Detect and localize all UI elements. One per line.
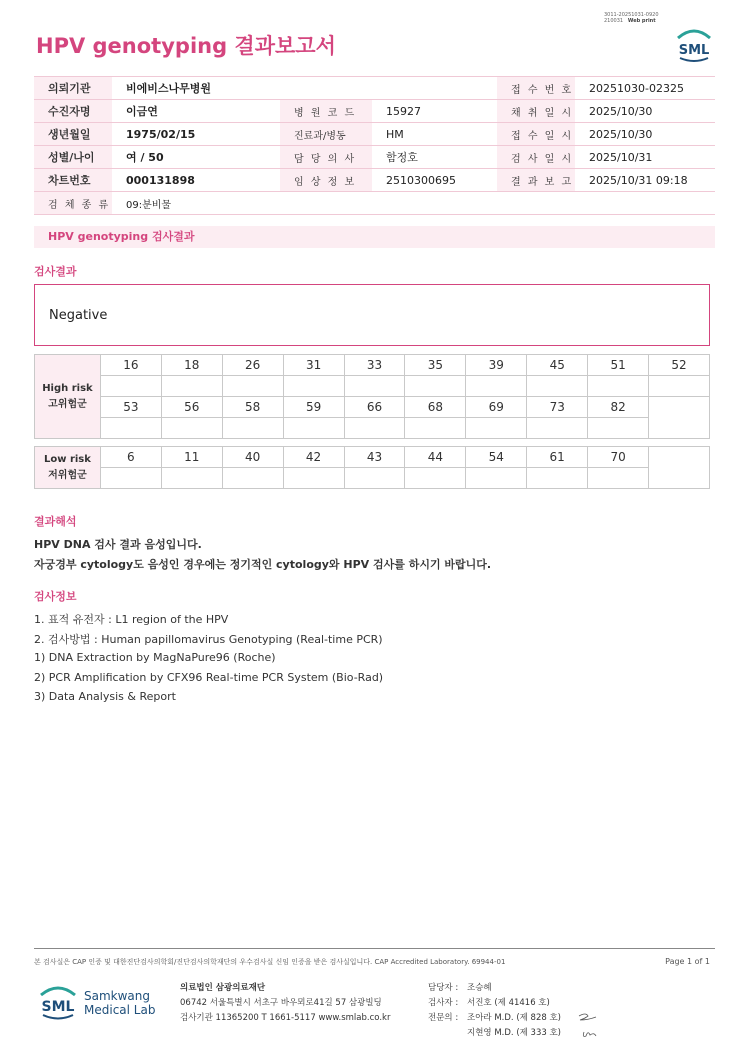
accreditation-note: 본 검사실은 CAP 인증 및 대한진단검사의학회/진단검사의학재단의 우수검사실 신임 인증을 받은 검사실입니다. CAP Accredited Laboratory. 69944-01: [34, 958, 506, 966]
test-info-line-2: 2. 검사방법 : Human papillomavirus Genotyping (Real-time PCR): [34, 633, 383, 646]
report-code-line2: 210031: [604, 18, 624, 24]
result-cell: [283, 376, 344, 397]
low-risk-label-ko: 저위험군: [48, 469, 87, 481]
test-info-section-label: 검사정보: [34, 590, 77, 603]
footer-divider: [34, 948, 715, 949]
staff-value: 서진호 (제 41416 호): [467, 998, 550, 1008]
genotype-cell: 45: [527, 355, 588, 376]
signature-icon: [576, 1010, 606, 1040]
genotype-cell: 54: [466, 447, 527, 468]
genotype-cell: 51: [588, 355, 649, 376]
genotype-cell: 11: [161, 447, 222, 468]
result-section-label: 검사결과: [34, 265, 77, 278]
low-risk-result-row1: [35, 468, 710, 489]
info-label: 임 상 정 보: [280, 169, 372, 192]
info-label: 담 당 의 사: [280, 146, 372, 169]
genotype-cell: 39: [466, 355, 527, 376]
info-label: 병 원 코 드: [280, 100, 372, 123]
low-risk-label: [35, 447, 101, 489]
result-cell: [466, 418, 527, 439]
genotype-cell: 66: [344, 397, 405, 418]
staff-label: 담당자 :: [428, 983, 459, 993]
high-risk-label-en: High risk: [42, 382, 93, 394]
result-cell: [100, 468, 161, 489]
page-title: HPV genotyping 결과보고서: [36, 34, 336, 58]
test-info-line-5: 3) Data Analysis & Report: [34, 690, 176, 703]
info-value: 2510300695: [372, 169, 497, 192]
high-risk-result-row2: [35, 418, 710, 439]
result-cell: [222, 468, 283, 489]
low-risk-label-en: Low risk: [43, 453, 91, 465]
staff-value: 조아라 M.D. (제 828 호): [467, 1013, 562, 1023]
org-address: 06742 서울특별시 서초구 바우뫼로41길 57 삼광빌딩: [180, 998, 382, 1008]
result-cell: [649, 376, 710, 397]
genotype-cell: 42: [283, 447, 344, 468]
info-value: 함정호: [372, 146, 497, 169]
info-value: 15927: [372, 100, 497, 123]
genotype-cell: 16: [100, 355, 161, 376]
web-print-label: Web print: [627, 18, 656, 24]
footer-logo-text: SML: [41, 999, 75, 1015]
info-row: [34, 77, 715, 100]
genotype-cell: 33: [344, 355, 405, 376]
genotype-cell: 44: [405, 447, 466, 468]
sml-logo-icon: [674, 26, 714, 64]
result-cell: [161, 376, 222, 397]
report-code: [604, 12, 659, 24]
result-cell: [588, 468, 649, 489]
genotype-cell: 26: [222, 355, 283, 376]
info-label: 차트번호: [34, 169, 112, 192]
genotype-cell: 58: [222, 397, 283, 418]
genotype-cell: 6: [100, 447, 161, 468]
result-value: Negative: [49, 308, 108, 323]
info-row: [34, 123, 715, 146]
high-risk-row2: [35, 397, 710, 418]
info-row: [34, 169, 715, 192]
info-value: 2025/10/31 09:18: [575, 169, 715, 192]
result-cell: [344, 376, 405, 397]
result-cell: [100, 418, 161, 439]
info-value: 000131898: [112, 169, 280, 192]
info-row: [34, 192, 715, 215]
brand-line-1: Samkwang: [84, 989, 150, 1003]
logo-text: SML: [678, 43, 710, 58]
result-cell: [405, 418, 466, 439]
interpretation-section-label: 결과해석: [34, 515, 77, 528]
result-cell: [527, 468, 588, 489]
result-cell: [283, 418, 344, 439]
result-cell: [344, 418, 405, 439]
result-cell: [466, 376, 527, 397]
sml-footer-logo-icon: [36, 982, 80, 1022]
interpretation-line-2: 자궁경부 cytology도 음성인 경우에는 정기적인 cytology와 HPV 검사를 하시기 바랍니다.: [34, 558, 492, 571]
genotype-cell: 18: [161, 355, 222, 376]
info-label: 성별/나이: [34, 146, 112, 169]
brand-line-2: Medical Lab: [84, 1003, 156, 1017]
interpretation-line-1: HPV DNA 검사 결과 음성입니다.: [34, 538, 202, 551]
info-label: 진료과/병동: [280, 123, 372, 146]
low-risk-table: [34, 446, 710, 489]
high-risk-label: [35, 355, 101, 439]
staff-value: 조승혜: [467, 983, 492, 993]
info-value: 09:분비물: [112, 192, 715, 215]
genotype-cell: 43: [344, 447, 405, 468]
page-number: Page 1 of 1: [665, 957, 710, 966]
genotype-cell: 69: [466, 397, 527, 418]
info-value: 1975/02/15: [112, 123, 280, 146]
genotype-cell: 59: [283, 397, 344, 418]
info-value: 2025/10/30: [575, 100, 715, 123]
section-band-title: HPV genotyping 검사결과: [34, 226, 715, 248]
info-value: 이금연: [112, 100, 280, 123]
info-label: 접 수 번 호: [497, 77, 575, 100]
result-cell: [222, 418, 283, 439]
info-label: 의뢰기관: [34, 77, 112, 100]
info-label: 수진자명: [34, 100, 112, 123]
result-cell: [222, 376, 283, 397]
info-label: 검 체 종 류: [34, 192, 112, 215]
info-value: 2025/10/31: [575, 146, 715, 169]
genotype-cell: 31: [283, 355, 344, 376]
info-row: [34, 100, 715, 123]
info-value: 비에비스나무병원: [112, 77, 497, 100]
info-value: 2025/10/30: [575, 123, 715, 146]
info-label: 채 취 일 시: [497, 100, 575, 123]
brand-name: [84, 989, 155, 1017]
genotype-cell: 70: [588, 447, 649, 468]
result-cell: [405, 376, 466, 397]
staff-label: 전문의 :: [428, 1013, 459, 1023]
empty-cell: [649, 397, 710, 439]
genotype-cell: 53: [100, 397, 161, 418]
org-name: 의료법인 삼광의료재단: [180, 983, 266, 993]
info-label: 결 과 보 고: [497, 169, 575, 192]
staff-label: 검사자 :: [428, 998, 459, 1008]
result-cell: [588, 376, 649, 397]
genotype-cell: 35: [405, 355, 466, 376]
low-risk-row1: [35, 447, 710, 468]
test-info-line-1: 1. 표적 유전자 : L1 region of the HPV: [34, 613, 229, 626]
org-contact: 검사기관 11365200 T 1661-5117 www.smlab.co.kr: [180, 1013, 391, 1023]
result-cell: [466, 468, 527, 489]
genotype-cell: 40: [222, 447, 283, 468]
result-cell: [100, 376, 161, 397]
genotype-cell: 52: [649, 355, 710, 376]
result-cell: [527, 376, 588, 397]
result-cell: [283, 468, 344, 489]
info-label: 생년월일: [34, 123, 112, 146]
result-cell: [161, 468, 222, 489]
genotype-cell: 73: [527, 397, 588, 418]
high-risk-table: [34, 354, 710, 439]
info-label: 검 사 일 시: [497, 146, 575, 169]
staff-value: 지현영 M.D. (제 333 호): [467, 1028, 562, 1038]
genotype-cell: 61: [527, 447, 588, 468]
report-code-line1: 3011-20251031-0920: [604, 12, 659, 18]
empty-cell: [649, 447, 710, 489]
result-cell: [344, 468, 405, 489]
info-value: HM: [372, 123, 497, 146]
test-info-line-4: 2) PCR Amplification by CFX96 Real-time PCR System (Bio-Rad): [34, 671, 384, 684]
info-value: 20251030-02325: [575, 77, 715, 100]
info-row: [34, 146, 715, 169]
high-risk-label-ko: 고위험군: [48, 398, 87, 410]
test-info-line-3: 1) DNA Extraction by MagNaPure96 (Roche): [34, 651, 276, 664]
info-value: 여 / 50: [112, 146, 280, 169]
patient-info-table: [34, 76, 715, 215]
genotype-cell: 68: [405, 397, 466, 418]
result-box: [34, 284, 710, 346]
high-risk-row1: [35, 355, 710, 376]
high-risk-result-row1: [35, 376, 710, 397]
result-cell: [161, 418, 222, 439]
genotype-cell: 56: [161, 397, 222, 418]
genotype-cell: 82: [588, 397, 649, 418]
result-cell: [527, 418, 588, 439]
result-cell: [405, 468, 466, 489]
result-cell: [588, 418, 649, 439]
info-label: 접 수 일 시: [497, 123, 575, 146]
